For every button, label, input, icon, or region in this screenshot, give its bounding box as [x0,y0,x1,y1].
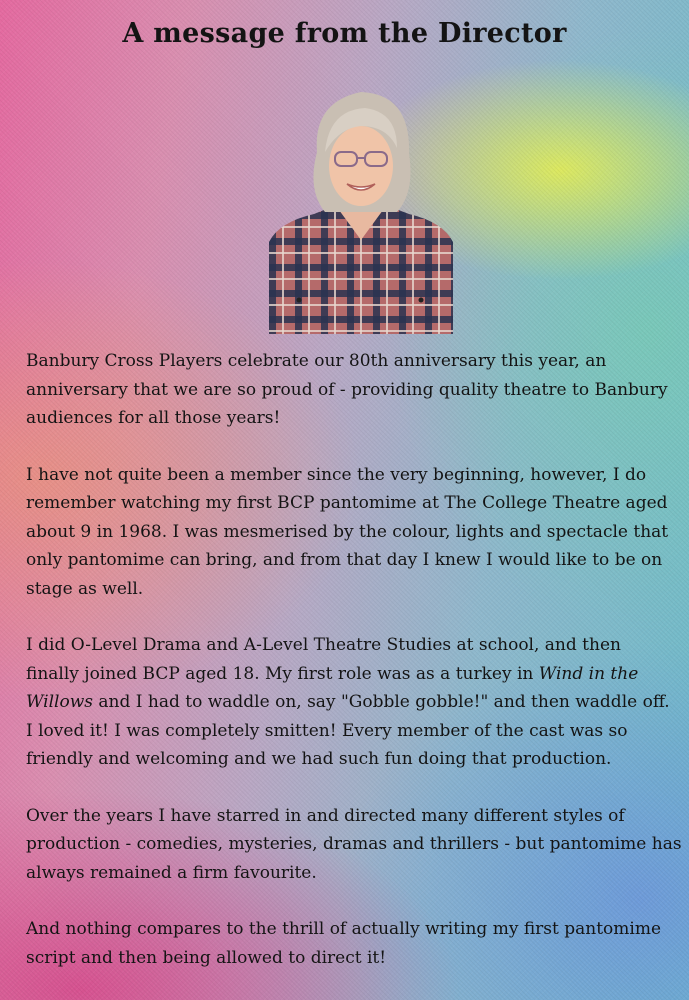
text-line [26,688,689,717]
text-line: anniversary that we are so proud of - providing quality theatre to Banbury [26,379,668,400]
text-line: audiences for all those years! [26,408,281,428]
text-line: And nothing compares to the thrill of actually writing my first pantomime [26,919,662,939]
text-line: I have not quite been a member since the very beginning, however, I do [26,464,647,485]
paragraph [26,802,689,888]
play-title: Willows [26,692,93,712]
paragraph [26,461,689,604]
text-line: only pantomime can bring, and from that day I knew I would like to be on [26,550,663,570]
text-line: always remained a firm favourite. [26,862,317,883]
text-line: Banbury Cross Players celebrate our 80th anniversary this year, an [26,351,607,371]
play-title: Wind in the [538,663,639,684]
text-line [26,660,689,689]
text-line: Over the years I have starred in and directed many different styles of [26,805,625,826]
text-line: stage as well. [26,578,144,599]
text-run: finally joined BCP aged 18. My first role was as a turkey in [26,663,539,684]
text-line: about 9 in 1968. I was mesmerised by the colour, lights and spectacle that [26,521,669,542]
text-line: friendly and welcoming and we had such fun doing that production. [26,749,612,769]
text-line: remember watching my first BCP pantomime at The College Theatre aged [26,493,668,513]
text-run: and I had to waddle on, say "Gobble gobble!" and then waddle off. [93,692,670,712]
page-title: A message from the Director [122,18,567,49]
paragraph [26,631,689,774]
text-line: script and then being allowed to direct it! [26,947,387,968]
text-line: production - comedies, mysteries, dramas and thrillers - but pantomime has [26,834,682,854]
text-line: I did O-Level Drama and A-Level Theatre Studies at school, and then [26,635,621,655]
director-portrait [269,82,453,334]
paragraph [26,347,689,433]
text-line: I loved it! I was completely smitten! Every member of the cast was so [26,720,628,741]
director-message [26,347,689,1000]
paragraph [26,915,689,972]
